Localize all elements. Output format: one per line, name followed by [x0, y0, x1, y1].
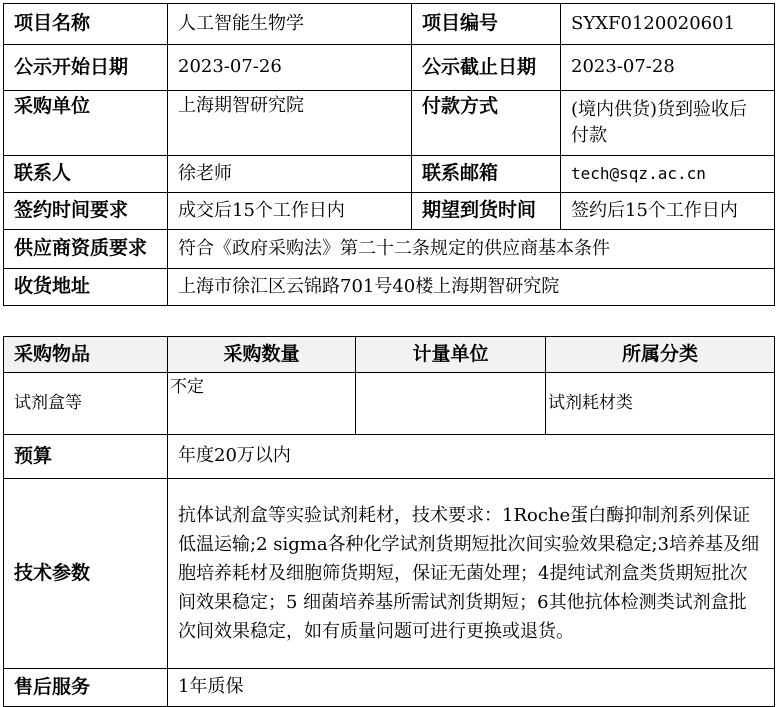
items-data-row — [4, 373, 775, 435]
tech-label: 技术参数 — [4, 479, 168, 669]
header-item: 采购物品 — [4, 337, 168, 373]
payment-label: 付款方式 — [412, 91, 561, 156]
project-number-value: SYXF0120020601 — [561, 4, 775, 45]
sign-time-label: 签约时间要求 — [4, 193, 168, 230]
item-unit — [356, 373, 546, 435]
service-value: 1年质保 — [168, 669, 775, 707]
contact-label: 联系人 — [4, 156, 168, 193]
item-quantity: 不定 — [168, 373, 356, 435]
item-category: 试剂耗材类 — [546, 373, 775, 435]
email-value: tech@sqz.ac.cn — [561, 156, 775, 193]
row-dates — [4, 45, 775, 91]
budget-label: 预算 — [4, 435, 168, 479]
row-timing — [4, 193, 775, 230]
row-project-name — [4, 4, 775, 45]
tech-row — [4, 479, 775, 669]
item-name: 试剂盒等 — [4, 373, 168, 435]
delivery-time-label: 期望到货时间 — [412, 193, 561, 230]
row-address — [4, 269, 775, 306]
row-buyer — [4, 91, 775, 156]
start-date-value: 2023-07-26 — [168, 45, 412, 91]
budget-row — [4, 435, 775, 479]
address-label: 收货地址 — [4, 269, 168, 306]
end-date-value: 2023-07-28 — [561, 45, 775, 91]
header-quantity: 采购数量 — [168, 337, 356, 373]
address-value: 上海市徐汇区云锦路701号40楼上海期智研究院 — [168, 269, 775, 306]
budget-value: 年度20万以内 — [168, 435, 775, 479]
items-table — [3, 336, 775, 707]
service-label: 售后服务 — [4, 669, 168, 707]
delivery-time-value: 签约后15个工作日内 — [561, 193, 775, 230]
qualification-label: 供应商资质要求 — [4, 230, 168, 269]
items-header-row — [4, 337, 775, 373]
project-name-label: 项目名称 — [4, 4, 168, 45]
end-date-label: 公示截止日期 — [412, 45, 561, 91]
payment-value: (境内供货)货到验收后付款 — [561, 91, 775, 156]
service-row — [4, 669, 775, 707]
qualification-value: 符合《政府采购法》第二十二条规定的供应商基本条件 — [168, 230, 775, 269]
sign-time-value: 成交后15个工作日内 — [168, 193, 412, 230]
header-category: 所属分类 — [546, 337, 775, 373]
contact-value: 徐老师 — [168, 156, 412, 193]
start-date-label: 公示开始日期 — [4, 45, 168, 91]
row-contact — [4, 156, 775, 193]
row-qualification — [4, 230, 775, 269]
project-name-value: 人工智能生物学 — [168, 4, 412, 45]
buyer-label: 采购单位 — [4, 91, 168, 156]
buyer-value: 上海期智研究院 — [168, 91, 412, 156]
tech-value: 抗体试剂盒等实验试剂耗材，技术要求：1Roche蛋白酶抑制剂系列保证低温运输;2 sigma各种化学试剂货期短批次间实验效果稳定;3培养基及细胞培养耗材及细胞筛货期短，保证无菌处理；4提纯试剂盒类货期短批次间效果稳定；5 细菌培养基所需试剂货期短；6其他抗体检测类试剂盒批次间效果稳定，如有质量问题可进行更换或退货。 — [168, 479, 775, 669]
project-info-table — [3, 3, 775, 306]
header-unit: 计量单位 — [356, 337, 546, 373]
email-label: 联系邮箱 — [412, 156, 561, 193]
project-number-label: 项目编号 — [412, 4, 561, 45]
